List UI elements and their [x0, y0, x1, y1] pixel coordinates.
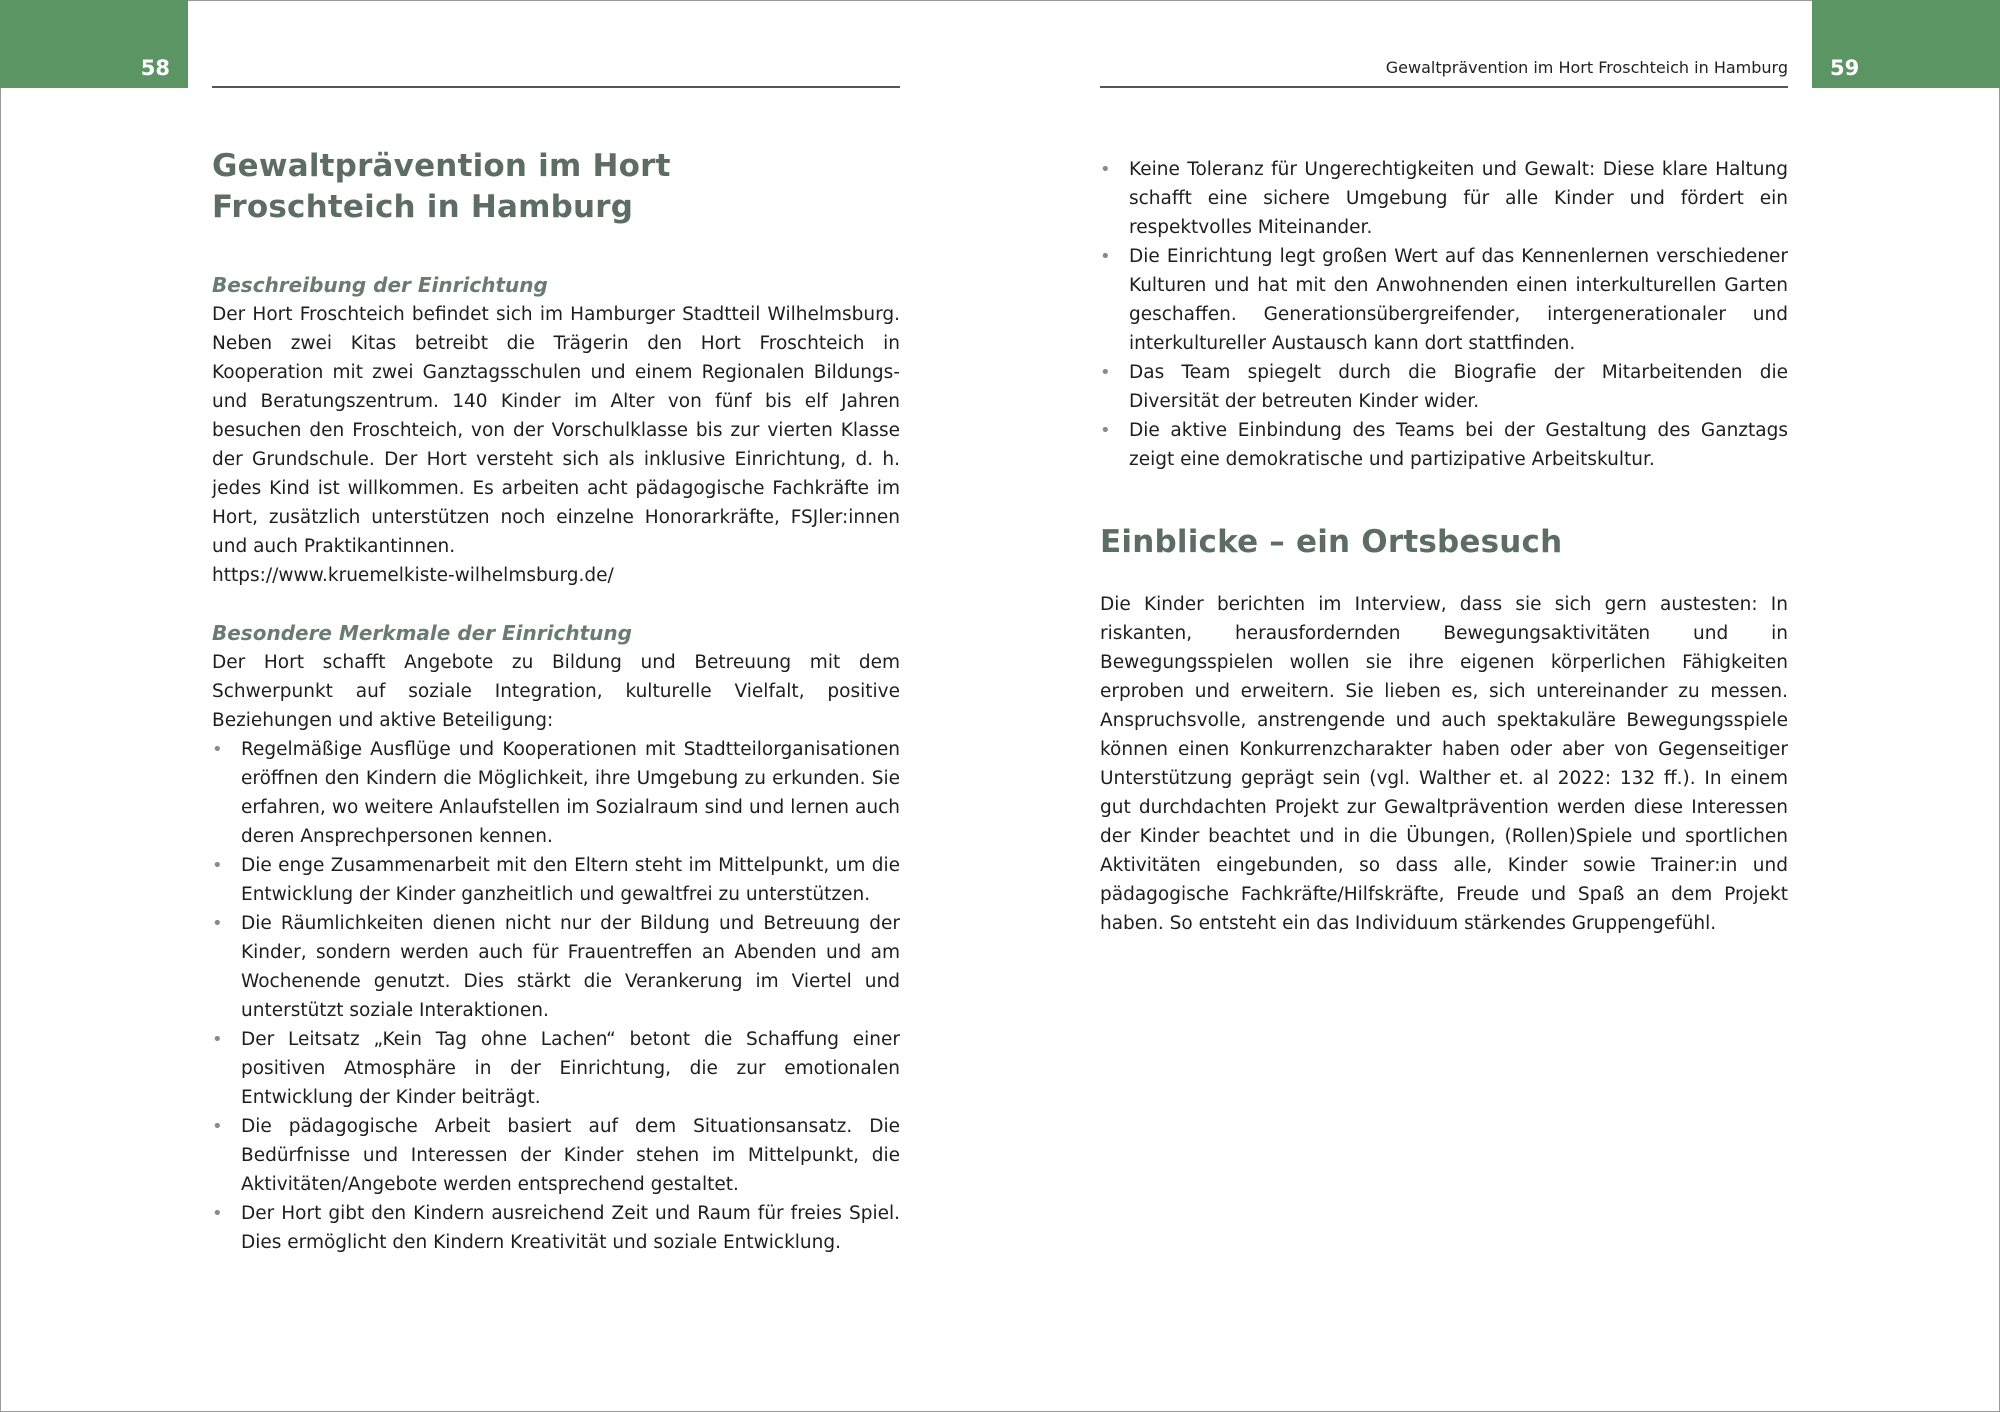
- list-item: [212, 1025, 900, 1112]
- list-item-text: Der Leitsatz „Kein Tag ohne Lachen“ betont die Schaffung einer positiven Atmosphäre in der Einrichtung, die zur emotionalen Entwicklung der Kinder beiträgt.: [241, 1029, 900, 1108]
- website-url[interactable]: https://www.kruemelkiste-wilhelmsburg.de/: [212, 565, 614, 586]
- page-number-right: 59: [1830, 56, 1860, 80]
- list-item: [1100, 416, 1788, 474]
- bullet-dot: •: [212, 739, 223, 760]
- bullet-dot: •: [1100, 159, 1111, 180]
- features-intro: Der Hort schafft Angebote zu Bildung und Betreuung mit dem Schwerpunkt auf soziale Integration, kulturelle Vielfalt, positive Beziehungen und aktive Beteiligung:: [212, 652, 900, 731]
- bullet-dot: •: [212, 1116, 223, 1137]
- list-item-text: Regelmäßige Ausflüge und Kooperationen mit Stadtteilorganisationen eröffnen den Kindern die Möglichkeit, ihre Umgebung zu erkunden. Sie erfahren, wo weitere Anlaufstellen im Sozialraum sind und lernen auch deren Ansprechpersonen kennen.: [241, 739, 900, 847]
- list-item: [1100, 358, 1788, 416]
- list-item: [212, 1112, 900, 1199]
- header-rule-left: [212, 86, 900, 88]
- list-item: [212, 1199, 900, 1257]
- description-paragraph: Der Hort Froschteich befindet sich im Hamburger Stadtteil Wilhelmsburg. Neben zwei Kitas betreibt die Trägerin den Hort Froschteich in Kooperation mit zwei Ganztagsschulen und einem Regionalen Bildungs- und Beratungszentrum. 140 Kinder im Alter von fünf bis elf Jahren besuchen den Froschteich, von der Vorschulklasse bis zur vierten Klasse der Grundschule. Der Hort versteht sich als inklusive Einrichtung, d. h. jedes Kind ist willkommen. Es arbeiten acht pädagogische Fachkräfte im Hort, zusätzlich unterstützen noch einzelne Honorarkräfte, FSJler:innen und auch Praktikantinnen.: [212, 304, 900, 557]
- page-number-tab-right: [1812, 0, 2000, 88]
- header-rule-right: [1100, 86, 1788, 88]
- bullet-dot: •: [212, 1203, 223, 1224]
- list-item-text: Die enge Zusammenarbeit mit den Eltern steht im Mittelpunkt, um die Entwicklung der Kinder ganzheitlich und gewaltfrei zu unterstützen.: [241, 855, 900, 905]
- features-list-left: [212, 735, 900, 1257]
- list-item-text: Die pädagogische Arbeit basiert auf dem Situationsansatz. Die Bedürfnisse und Interessen der Kinder stehen im Mittelpunkt, die Aktivitäten/Angebote werden entsprechend gestaltet.: [241, 1116, 900, 1195]
- features-list-right: [1100, 155, 1788, 474]
- section-heading-features: Besondere Merkmale der Einrichtung: [212, 621, 632, 645]
- list-item-text: Die Räumlichkeiten dienen nicht nur der Bildung und Betreuung der Kinder, sondern werden auch für Frauentreffen an Abenden und am Wochenende genutzt. Dies stärkt die Verankerung im Viertel und unterstützt soziale Interaktionen.: [241, 913, 900, 1021]
- list-item: [212, 735, 900, 851]
- bullet-dot: •: [1100, 246, 1111, 267]
- list-item: [212, 851, 900, 909]
- page-number-tab-left: [0, 0, 188, 88]
- bullet-dot: •: [212, 913, 223, 934]
- bullet-dot: •: [1100, 420, 1111, 441]
- list-item-text: Der Hort gibt den Kindern ausreichend Zeit und Raum für freies Spiel. Dies ermöglicht den Kindern Kreativität und soziale Entwicklung.: [241, 1203, 900, 1253]
- page-number-left: 58: [140, 56, 170, 80]
- list-item-text: Keine Toleranz für Ungerechtigkeiten und Gewalt: Diese klare Haltung schafft eine sichere Umgebung für alle Kinder und fördert ein respektvolles Miteinander.: [1129, 159, 1788, 238]
- bullet-dot: •: [212, 1029, 223, 1050]
- insights-paragraph: Die Kinder berichten im Interview, dass sie sich gern austesten: In riskanten, herausfordernden Bewegungsaktivitäten und in Bewegungsspielen wollen sie ihre eigenen körperlichen Fähigkeiten erproben und erweitern. Sie lieben es, sich untereinander zu messen. Anspruchsvolle, anstrengende und auch spektakuläre Bewegungsspiele können einen Konkurrenzcharakter haben oder aber von Gegenseitiger Unterstützung geprägt sein (vgl. Walther et. al 2022: 132 ff.). In einem gut durchdachten Projekt zur Gewaltprävention werden diese Interessen der Kinder beachtet und in die Übungen, (Rollen)Spiele und sportlichen Aktivitäten eingebunden, so dass alle, Kinder sowie Trainer:in und pädagogische Fachkräfte/Hilfskräfte, Freude und Spaß an dem Projekt haben. So entsteht ein das Individuum stärkendes Gruppengefühl.: [1100, 594, 1788, 934]
- bullet-dot: •: [1100, 362, 1111, 383]
- list-item: [1100, 155, 1788, 242]
- list-item-text: Die aktive Einbindung des Teams bei der Gestaltung des Ganztags zeigt eine demokratische und partizipative Arbeitskultur.: [1129, 420, 1788, 470]
- chapter-title: Gewaltprävention im Hort Froschteich in Hamburg: [212, 148, 671, 225]
- list-item: [212, 909, 900, 1025]
- section-heading-description: Beschreibung der Einrichtung: [212, 273, 548, 297]
- bullet-dot: •: [212, 855, 223, 876]
- list-item-text: Die Einrichtung legt großen Wert auf das Kennenlernen verschiedener Kulturen und hat mit den Anwohnenden einen interkulturellen Garten geschaffen. Generationsübergreifender, intergenerationaler und interkultureller Austausch kann dort stattfinden.: [1129, 246, 1788, 354]
- list-item-text: Das Team spiegelt durch die Biografie der Mitarbeitenden die Diversität der betreuten Kinder wider.: [1129, 362, 1788, 412]
- running-head: Gewaltprävention im Hort Froschteich in Hamburg: [1385, 58, 1788, 77]
- section-heading-insights: Einblicke – ein Ortsbesuch: [1100, 524, 1563, 560]
- list-item: [1100, 242, 1788, 358]
